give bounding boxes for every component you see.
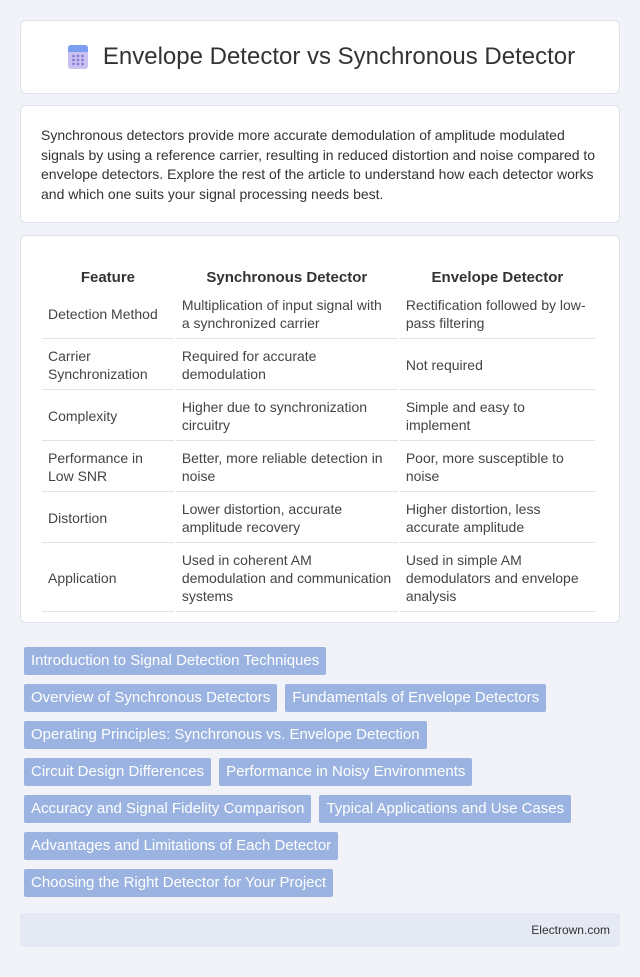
- table-row: [42, 341, 595, 390]
- table-cell: Distortion: [42, 494, 174, 543]
- link-row: [24, 721, 620, 749]
- link-circuit-design[interactable]: Circuit Design Differences: [24, 758, 211, 786]
- header-feature: Feature: [80, 268, 135, 286]
- table-cell: Poor, more susceptible to noise: [400, 443, 595, 492]
- header-envelope: Envelope Detector: [431, 268, 564, 286]
- table-cell: Required for accurate demodulation: [176, 341, 398, 390]
- table-cell: Simple and easy to implement: [400, 392, 595, 441]
- intro-paragraph: Synchronous detectors provide more accurate demodulation of amplitude modulated signals by using a reference carrier, resulting in reduced distortion and noise compared to envelope detectors. Explore the rest of the article to understand how each detector works and which one suits your signal processing needs best.: [41, 127, 596, 202]
- link-row: [24, 647, 620, 675]
- link-applications[interactable]: Typical Applications and Use Cases: [319, 795, 571, 823]
- calculator-icon: [65, 44, 91, 70]
- link-row: [24, 758, 620, 786]
- comparison-table: [40, 264, 597, 614]
- footer: [20, 913, 620, 947]
- link-fundamentals-envelope[interactable]: Fundamentals of Envelope Detectors: [285, 684, 546, 712]
- intro-card: [20, 105, 620, 223]
- table-row: [42, 443, 595, 492]
- table-cell: Not required: [400, 341, 595, 390]
- link-row: [24, 832, 620, 860]
- table-cell: Carrier Synchronization: [42, 341, 174, 390]
- table-row: [42, 545, 595, 612]
- related-links: [24, 647, 620, 906]
- table-cell: Complexity: [42, 392, 174, 441]
- table-cell: Detection Method: [42, 290, 174, 339]
- footer-site[interactable]: Electrown.com: [531, 923, 610, 937]
- link-accuracy-fidelity[interactable]: Accuracy and Signal Fidelity Comparison: [24, 795, 311, 823]
- link-row: [24, 684, 620, 712]
- link-choosing-detector[interactable]: Choosing the Right Detector for Your Project: [24, 869, 333, 897]
- table-row: [42, 494, 595, 543]
- table-cell: Better, more reliable detection in noise: [176, 443, 398, 492]
- table-row: [42, 290, 595, 339]
- table-cell: Higher distortion, less accurate amplitude: [400, 494, 595, 543]
- link-operating-principles[interactable]: Operating Principles: Synchronous vs. Envelope Detection: [24, 721, 427, 749]
- link-row: [24, 869, 620, 897]
- header-synchronous: Synchronous Detector: [206, 268, 368, 286]
- table-cell: Higher due to synchronization circuitry: [176, 392, 398, 441]
- link-advantages-limitations[interactable]: Advantages and Limitations of Each Detector: [24, 832, 338, 860]
- table-cell: Used in simple AM demodulators and envelope analysis: [400, 545, 595, 612]
- link-overview-synchronous[interactable]: Overview of Synchronous Detectors: [24, 684, 277, 712]
- table-cell: Multiplication of input signal with a synchronized carrier: [176, 290, 398, 339]
- link-noisy-performance[interactable]: Performance in Noisy Environments: [219, 758, 472, 786]
- comparison-table-card: [20, 235, 620, 623]
- table-cell: Application: [42, 545, 174, 612]
- table-cell: Used in coherent AM demodulation and communication systems: [176, 545, 398, 612]
- table-cell: Performance in Low SNR: [42, 443, 174, 492]
- link-row: [24, 795, 620, 823]
- link-intro-signal-detection[interactable]: Introduction to Signal Detection Techniques: [24, 647, 326, 675]
- table-cell: Lower distortion, accurate amplitude recovery: [176, 494, 398, 543]
- table-header-row: [42, 266, 595, 288]
- table-row: [42, 392, 595, 441]
- title-card: [20, 20, 620, 94]
- page-title: Envelope Detector vs Synchronous Detector: [102, 43, 576, 70]
- table-cell: Rectification followed by low-pass filtering: [400, 290, 595, 339]
